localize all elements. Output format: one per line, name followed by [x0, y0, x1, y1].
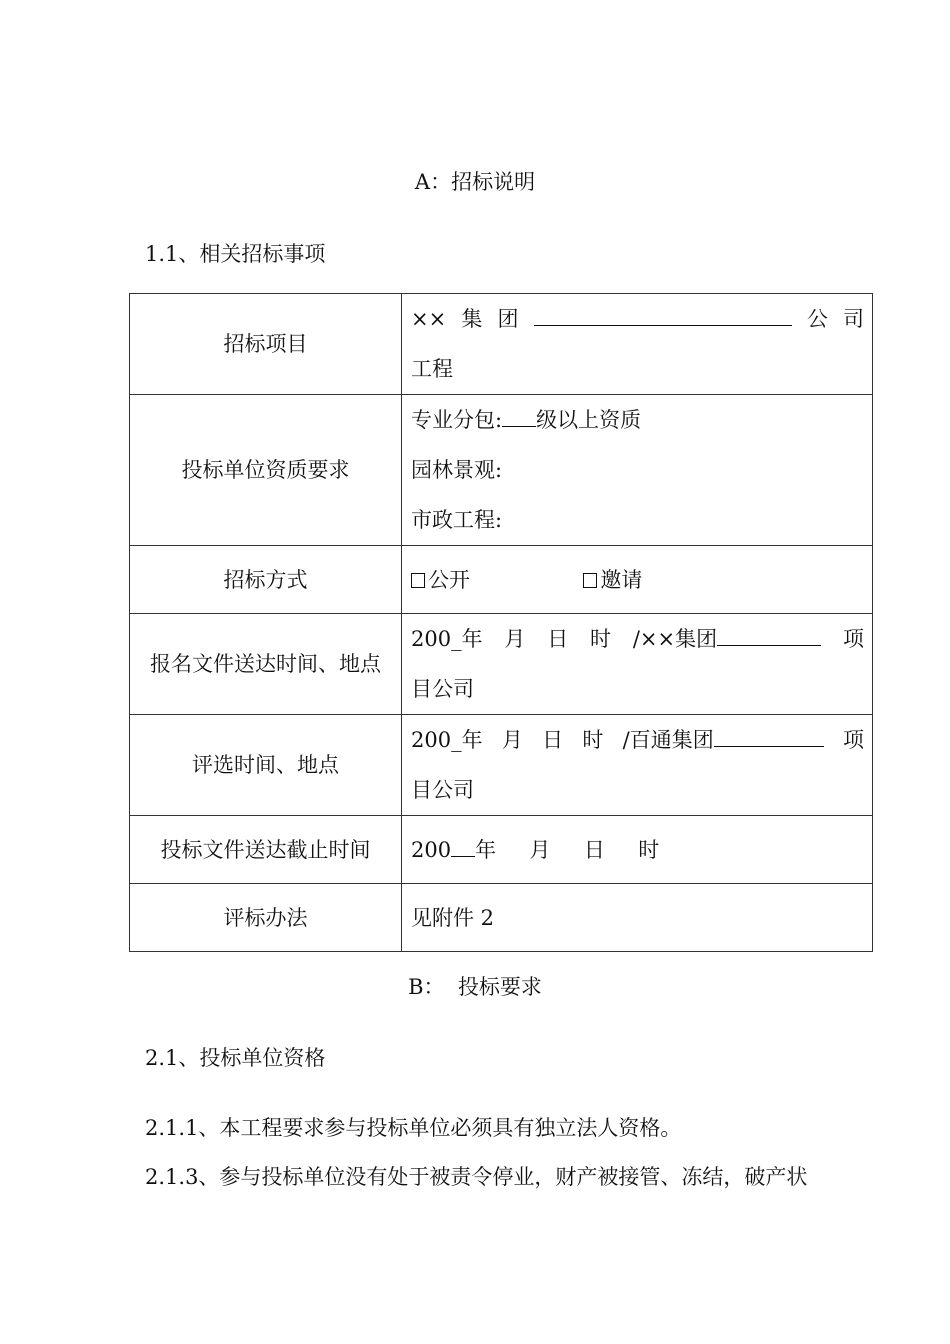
value-evaluation-time — [402, 715, 873, 816]
table-row-evaluation-method — [130, 884, 873, 952]
registration-month: 月 — [504, 627, 526, 651]
project-suffix-1: 公 — [806, 307, 828, 331]
table-row-evaluation-time — [130, 715, 873, 816]
evaluation-blank — [714, 726, 824, 747]
value-project — [402, 294, 873, 395]
label-registration: 报名文件送达时间、地点 — [130, 614, 402, 715]
evaluation-day: 日 — [542, 728, 564, 752]
qualification-line-1 — [411, 395, 864, 445]
deadline-year-prefix: 200 — [411, 837, 452, 862]
bid-info-table — [129, 293, 873, 952]
table-row-deadline — [130, 816, 873, 884]
qualification-subcontract-label: 专业分包: — [411, 408, 503, 432]
deadline-day: 日 — [583, 837, 605, 862]
value-deadline — [402, 816, 873, 884]
label-deadline: 投标文件送达截止时间 — [130, 816, 402, 884]
qualification-grade-text: 级以上资质 — [536, 408, 642, 432]
value-method — [402, 546, 873, 614]
registration-day: 日 — [547, 627, 569, 651]
option-invite-label: 邀请 — [600, 567, 643, 592]
option-open-label: 公开 — [428, 567, 470, 592]
project-suffix-2: 司 — [842, 307, 864, 331]
project-prefix-3: 团 — [497, 307, 519, 331]
registration-tail: 项 — [842, 627, 864, 651]
deadline-month: 月 — [529, 837, 551, 862]
paragraph-2-1-3: 2.1.3、参与投标单位没有处于被责令停业，财产被接管、冻结，破产状 — [145, 1165, 808, 1189]
registration-hour: 时 — [590, 627, 612, 651]
table-row-registration — [130, 614, 873, 715]
registration-org-text: /××集团 — [632, 627, 718, 651]
qualification-blank — [502, 406, 536, 427]
heading-2-1: 2.1、投标单位资格 — [145, 1046, 326, 1070]
project-line-2: 工程 — [411, 357, 453, 381]
section-title-b: B： 投标要求 — [408, 975, 542, 999]
deadline-hour: 时 — [638, 837, 660, 862]
registration-blank — [717, 625, 821, 646]
value-registration — [402, 614, 873, 715]
evaluation-org — [623, 715, 824, 765]
evaluation-hour: 时 — [582, 728, 604, 752]
table-row-qualification — [130, 395, 873, 546]
qualification-line-2: 园林景观: — [411, 458, 503, 482]
label-method: 招标方式 — [130, 546, 402, 614]
evaluation-year: 200_年 — [411, 728, 483, 752]
registration-line-2: 目公司 — [411, 677, 474, 701]
evaluation-tail: 项 — [843, 728, 864, 752]
value-qualification — [402, 395, 873, 546]
label-evaluation-time: 评选时间、地点 — [130, 715, 402, 816]
deadline-year-blank — [451, 836, 475, 857]
label-project: 招标项目 — [130, 294, 402, 395]
project-prefix-2: 集 — [461, 307, 483, 331]
evaluation-org-text: /百通集团 — [622, 728, 714, 752]
registration-year: 200_年 — [411, 627, 483, 651]
qualification-line-3: 市政工程: — [411, 508, 503, 532]
heading-1-1: 1.1、相关招标事项 — [145, 242, 326, 266]
evaluation-month: 月 — [501, 728, 523, 752]
label-qualification: 投标单位资质要求 — [130, 395, 402, 546]
section-title-a: A：招标说明 — [414, 170, 536, 194]
evaluation-line-2: 目公司 — [411, 778, 474, 802]
table-row-project — [130, 294, 873, 395]
value-evaluation-method: 见附件 2 — [402, 884, 873, 952]
checkbox-open-icon[interactable] — [411, 573, 425, 588]
table-row-method — [130, 546, 873, 614]
project-prefix-1: ×× — [411, 307, 447, 331]
project-blank — [534, 305, 792, 326]
deadline-year: 年 — [475, 837, 497, 862]
registration-org — [633, 614, 821, 664]
label-evaluation-method: 评标办法 — [130, 884, 402, 952]
checkbox-invite-icon[interactable] — [583, 573, 597, 588]
paragraph-2-1-1: 2.1.1、本工程要求参与投标单位必须具有独立法人资格。 — [145, 1116, 682, 1140]
